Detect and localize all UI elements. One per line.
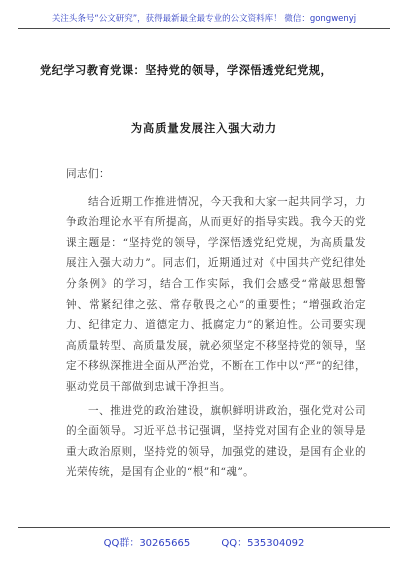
header-divider	[18, 28, 390, 29]
document-body	[66, 164, 366, 483]
greeting: 同志们：	[66, 168, 110, 180]
footer-qq-group: QQ群：30265665	[103, 538, 191, 549]
header-note: 关注头条号“公文研究”，获得最新最全最专业的公文资料库！ 微信：gongwenyj	[51, 14, 357, 24]
body-paragraph: 一、推进党的政治建设，旗帜鲜明讲政治，强化党对公司的全面领导。习近平总书记强调，坚持党对国有企业的领导是重大政治原则，坚持党的领导，加强党的建设，是国有企业的光荣传统，是国有企业的“根”和“魂”。	[66, 404, 366, 479]
document-title-line-2: 为高质量发展注入强大动力	[130, 122, 278, 135]
footer-qq: QQ：535304092	[221, 538, 305, 549]
body-paragraph: 结合近期工作推进情况，今天我和大家一起共同学习，力争政治理论水平有所提高，从而更好的指导实践。我今天的党课主题是：“坚持党的领导，学深悟透党纪党规，为高质量发展注入强大动力”。同志们，近期通过对《中国共产党纪律处分条例》的学习，结合工作实际，我们会感受“常敲思想警钟、常紧纪律之弦、常存敬畏之心”的重要性；“增强政治定力、纪律定力、道德定力、抵腐定力”的紧迫性。公司要实现高质量转型、高质量发展，就必须坚定不移坚持党的领导，坚定不移纵深推进全面从严治党，不断在工作中以“严”的纪律，驱动党员干部做到忠诚干净担当。	[66, 195, 366, 393]
footer	[0, 534, 408, 549]
footer-divider	[18, 527, 390, 528]
document-title-line-1: 党纪学习教育党课：坚持党的领导，学深悟透党纪党规，	[40, 64, 333, 77]
